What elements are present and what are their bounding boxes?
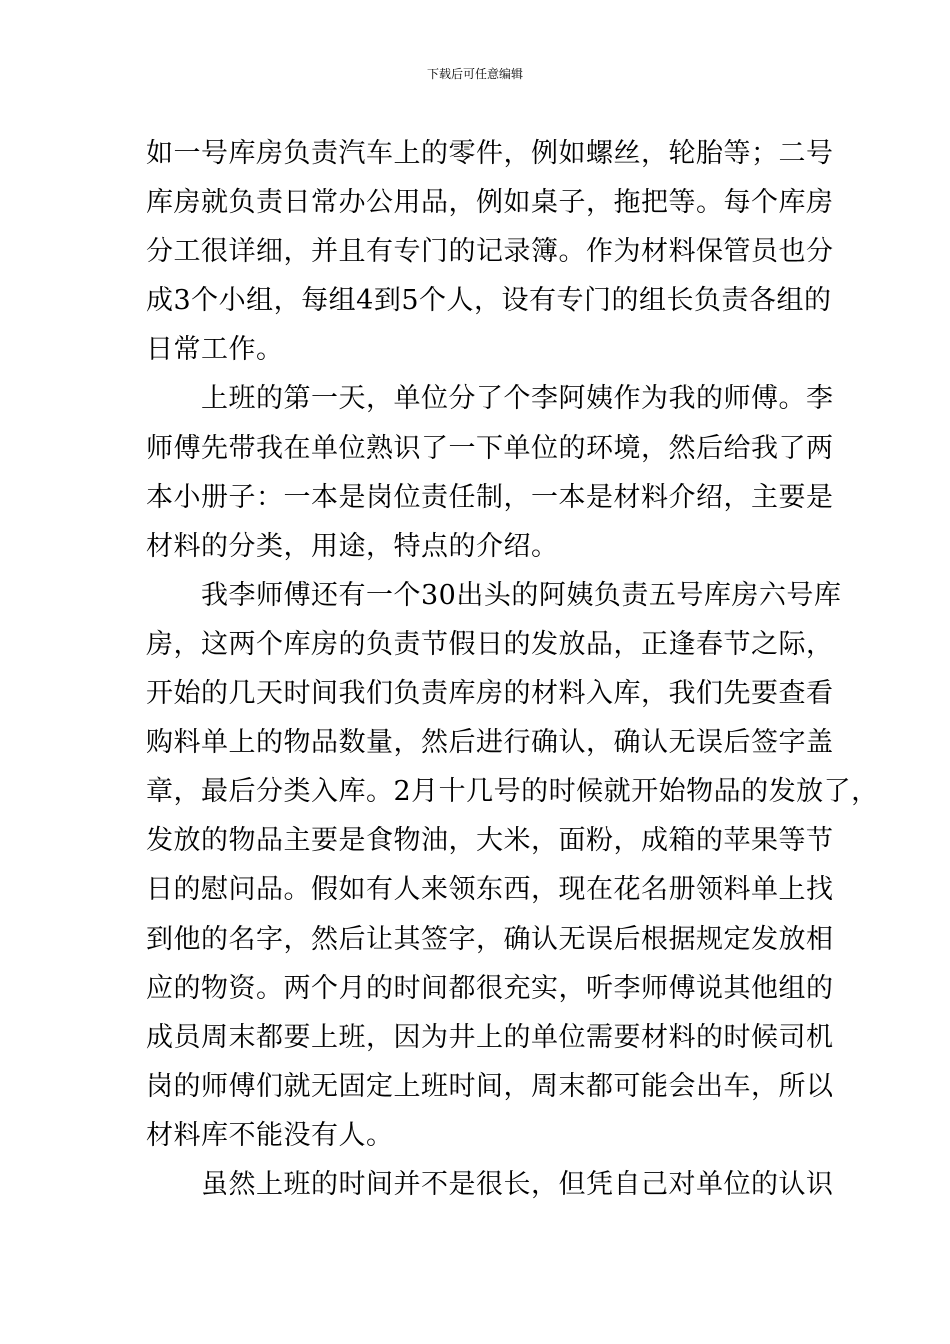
text-line: 本小册子：一本是岗位责任制，一本是材料介绍，主要是: [146, 481, 834, 513]
text-line: 库房就负责日常办公用品，例如桌子，拖把等。每个库房: [146, 187, 834, 219]
text-line: 到他的名字，然后让其签字，确认无误后根据规定发放相: [146, 923, 834, 955]
paragraph-start-line: 虽然上班的时间并不是很长，但凭自己对单位的认识: [201, 1168, 834, 1200]
text-line: 材料的分类，用途，特点的介绍。: [146, 530, 559, 562]
text-line: 如一号库房负责汽车上的零件，例如螺丝，轮胎等；二号: [146, 138, 834, 169]
text-line: 成3个小组，每组4到5个人，设有专门的组长负责各组的: [146, 285, 832, 317]
header-note: 下载后可任意编辑: [426, 67, 523, 81]
text-line: 材料库不能没有人。: [146, 1119, 394, 1151]
document-body: [146, 129, 879, 1209]
text-line: 发放的物品主要是食物油，大米，面粉，成箱的苹果等节: [146, 825, 834, 857]
text-line: 房，这两个库房的负责节假日的发放品，正逢春节之际，: [146, 628, 834, 660]
text-line: 日的慰问品。假如有人来领东西，现在花名册领料单上找: [146, 874, 834, 906]
text-line: 章，最后分类入库。2月十几号的时候就开始物品的发放了，: [146, 776, 879, 808]
text-line: 开始的几天时间我们负责库房的材料入库，我们先要查看: [146, 678, 834, 710]
text-line: 应的物资。两个月的时间都很充实，听李师傅说其他组的: [146, 972, 834, 1004]
text-line: 成员周末都要上班，因为井上的单位需要材料的时候司机: [146, 1021, 834, 1053]
text-line: 师傅先带我在单位熟识了一下单位的环境，然后给我了两: [146, 432, 834, 464]
text-line: 岗的师傅们就无固定上班时间，周末都可能会出车，所以: [146, 1070, 834, 1102]
text-line: 日常工作。: [146, 334, 284, 366]
paragraph-start-line: 上班的第一天，单位分了个李阿姨作为我的师傅。李: [201, 383, 834, 415]
text-line: 分工很详细，并且有专门的记录簿。作为材料保管员也分: [146, 236, 834, 268]
paragraph-start-line: 我李师傅还有一个30出头的阿姨负责五号库房六号库: [201, 579, 842, 611]
text-line: 购料单上的物品数量，然后进行确认，确认无误后签字盖: [146, 727, 834, 759]
